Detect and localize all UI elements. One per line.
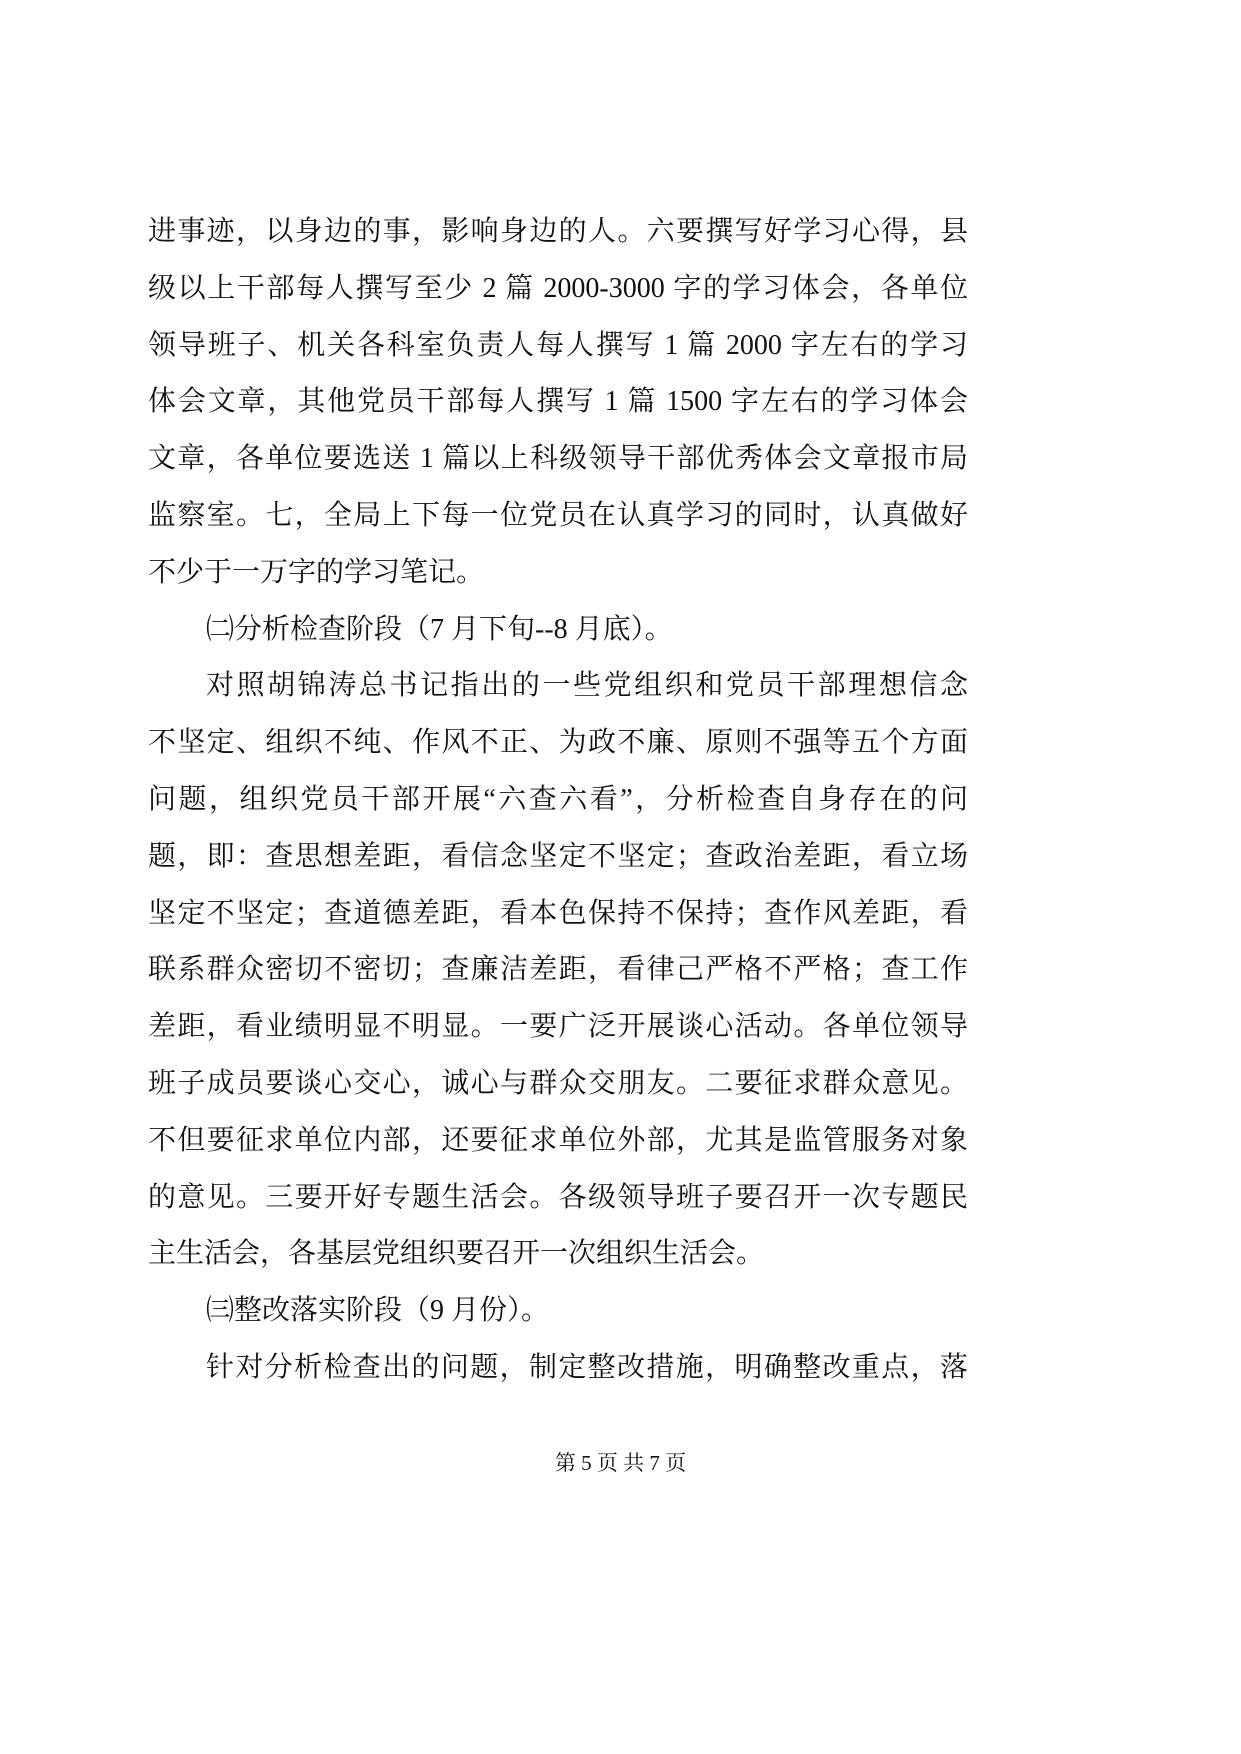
text-line: 坚定不坚定；查道德差距，看本色保持不保持；查作风差距，看 <box>148 897 968 929</box>
text-line: 监察室。七，全局上下每一位党员在认真学习的同时，认真做好 <box>148 500 968 531</box>
text-line: 针对分析检查出的问题，制定整改措施，明确整改重点，落 <box>206 1352 968 1383</box>
text-line: 不坚定、组织不纯、作风不正、为政不廉、原则不强等五个方面 <box>148 727 968 759</box>
text-line: 级以上干部每人撰写至少 2 篇 2000-3000 字的学习体会，各单位 <box>148 272 968 304</box>
text-line: 问题，组织党员干部开展“六查六看”，分析检查自身存在的问 <box>148 784 968 815</box>
text-line: 差距，看业绩明显不明显。一要广泛开展谈心活动。各单位领导 <box>148 1011 968 1043</box>
text-line: 文章，各单位要选送 1 篇以上科级领导干部优秀体会文章报市局 <box>148 443 968 475</box>
text-line: 领导班子、机关各科室负责人每人撰写 1 篇 2000 字左右的学习 <box>148 329 968 361</box>
text-line: 的意见。三要开好专题生活会。各级领导班子要召开一次专题民 <box>148 1181 968 1213</box>
text-line: 不但要征求单位内部，还要征求单位外部，尤其是监管服务对象 <box>148 1124 968 1156</box>
text-line: 体会文章，其他党员干部每人撰写 1 篇 1500 字左右的学习体会 <box>148 386 968 418</box>
text-line: ㈡分析检查阶段（7 月下旬--8 月底）。 <box>206 613 673 645</box>
text-line: 不少于一万字的学习笔记。 <box>148 556 485 588</box>
text-line: ㈢整改落实阶段（9 月份）。 <box>206 1295 550 1327</box>
text-line: 对照胡锦涛总书记指出的一些党组织和党员干部理想信念 <box>206 670 968 702</box>
page-footer: 第 5 页 共 7 页 <box>554 1451 687 1475</box>
text-line: 联系群众密切不密切；查廉洁差距，看律己严格不严格；查工作 <box>148 954 968 986</box>
text-line: 班子成员要谈心交心，诚心与群众交朋友。二要征求群众意见。 <box>148 1068 968 1099</box>
text-line: 题，即：查思想差距，看信念坚定不坚定；查政治差距，看立场 <box>148 840 968 872</box>
text-line: 进事迹，以身边的事，影响身边的人。六要撰写好学习心得，县 <box>148 216 968 247</box>
text-line: 主生活会，各基层党组织要召开一次组织生活会。 <box>148 1238 765 1270</box>
